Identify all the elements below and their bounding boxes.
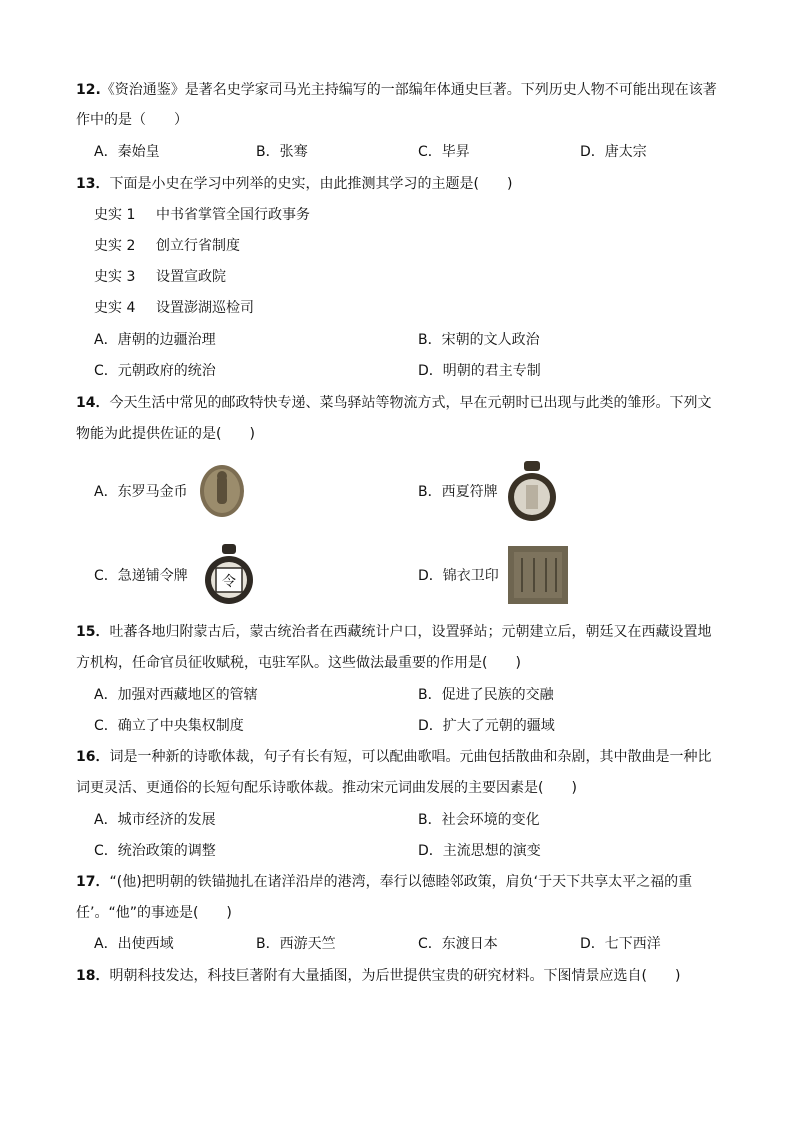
question-text: 词是一种新的诗歌体裁，句子有长有短，可以配曲歌唱。元曲包括散曲和杂剧，其中散曲是一种比 xyxy=(109,749,712,765)
question-text: 下面是小史在学习中列举的史实，由此推测其学习的主题是( ) xyxy=(109,176,513,192)
option-a[interactable]: A．出使西域 xyxy=(94,936,174,952)
option-b[interactable]: B．西夏符牌 xyxy=(418,484,498,500)
question-15-line2: 方机构，任命官员征收赋税，屯驻军队。这些做法最重要的作用是( ) xyxy=(76,655,521,671)
question-14-line2: 物能为此提供佐证的是( ) xyxy=(76,426,255,442)
fact-text: 设置澎湖巡检司 xyxy=(156,300,254,316)
question-12-line1 xyxy=(76,80,717,100)
imperial-guard-seal-image xyxy=(508,546,568,604)
western-xia-tally-image xyxy=(506,459,558,525)
question-13-stem xyxy=(76,174,512,194)
question-16-line1 xyxy=(76,747,711,767)
fact-1 xyxy=(94,205,310,225)
fact-text: 创立行省制度 xyxy=(156,238,240,254)
option-c[interactable]: C．东渡日本 xyxy=(418,936,498,952)
option-d[interactable]: D．七下西洋 xyxy=(580,936,661,952)
question-text: 明朝科技发达，科技巨著附有大量插图，为后世提供宝贵的研究材料。下图情景应选自( ) xyxy=(109,968,681,984)
option-d[interactable]: D．扩大了元朝的疆域 xyxy=(418,718,555,734)
question-12-line2: 作中的是（ ） xyxy=(76,112,188,128)
question-14-line1 xyxy=(76,393,711,413)
question-text: 今天生活中常见的邮政特快专递、菜鸟驿站等物流方式，早在元朝时已出现与此类的雏形。下列文 xyxy=(109,395,712,411)
option-d[interactable]: D．主流思想的演变 xyxy=(418,843,541,859)
fact-3 xyxy=(94,267,226,287)
question-number: 14． xyxy=(76,395,110,411)
question-number: 18． xyxy=(76,968,110,984)
option-c[interactable]: C．急递铺令牌 xyxy=(94,568,188,584)
question-number: 16． xyxy=(76,749,110,765)
fact-label: 史实 1 xyxy=(94,207,136,223)
question-17-line2: 任’。“他”的事迹是( ) xyxy=(76,905,232,921)
option-a[interactable]: A．城市经济的发展 xyxy=(94,812,216,828)
option-c[interactable]: C．统治政策的调整 xyxy=(94,843,216,859)
question-15-line1 xyxy=(76,622,711,642)
question-text: “(他)把明朝的铁锚抛扎在诸洋沿岸的港湾，奉行以德睦邻政策，肩负‘于天下共享太平之福的重 xyxy=(109,874,693,890)
option-b[interactable]: B．社会环境的变化 xyxy=(418,812,540,828)
question-17-line1 xyxy=(76,872,692,892)
question-text: 吐蕃各地归附蒙古后，蒙古统治者在西藏统计户口，设置驿站；元朝建立后，朝廷又在西藏设置地 xyxy=(109,624,712,640)
question-number: 17． xyxy=(76,874,110,890)
question-16-line2: 词更灵活、更通俗的长短句配乐诗歌体裁。推动宋元词曲发展的主要因素是( ) xyxy=(76,780,577,796)
option-c[interactable]: C．毕昇 xyxy=(418,144,470,160)
fact-label: 史实 3 xyxy=(94,269,136,285)
token-char: 令 xyxy=(222,574,236,590)
question-18-line1 xyxy=(76,966,680,986)
option-b[interactable]: B．促进了民族的交融 xyxy=(418,687,554,703)
fact-2 xyxy=(94,236,240,256)
option-a[interactable]: A．东罗马金币 xyxy=(94,484,188,500)
option-b[interactable]: B．西游天竺 xyxy=(256,936,336,952)
question-number: 15． xyxy=(76,624,110,640)
byzantine-gold-coin-image xyxy=(198,462,246,520)
question-text: 《资治通鉴》是著名史学家司马光主持编写的一部编年体通史巨著。下列历史人物不可能出现在该著 xyxy=(100,82,717,98)
option-a[interactable]: A．秦始皇 xyxy=(94,144,160,160)
option-c[interactable]: C．确立了中央集权制度 xyxy=(94,718,244,734)
courier-token-image xyxy=(203,542,255,608)
question-number: 12. xyxy=(76,82,101,98)
option-b[interactable]: B．张骞 xyxy=(256,144,308,160)
option-a[interactable]: A．加强对西藏地区的管辖 xyxy=(94,687,258,703)
fact-label: 史实 2 xyxy=(94,238,136,254)
question-number: 13． xyxy=(76,176,110,192)
option-d[interactable]: D．唐太宗 xyxy=(580,144,647,160)
option-b[interactable]: B．宋朝的文人政治 xyxy=(418,332,540,348)
fact-text: 中书省掌管全国行政事务 xyxy=(156,207,310,223)
option-d[interactable]: D．明朝的君主专制 xyxy=(418,363,541,379)
option-d[interactable]: D．锦衣卫印 xyxy=(418,568,499,584)
fact-label: 史实 4 xyxy=(94,300,136,316)
option-a[interactable]: A．唐朝的边疆治理 xyxy=(94,332,216,348)
fact-4 xyxy=(94,298,254,318)
option-c[interactable]: C．元朝政府的统治 xyxy=(94,363,216,379)
fact-text: 设置宣政院 xyxy=(156,269,226,285)
